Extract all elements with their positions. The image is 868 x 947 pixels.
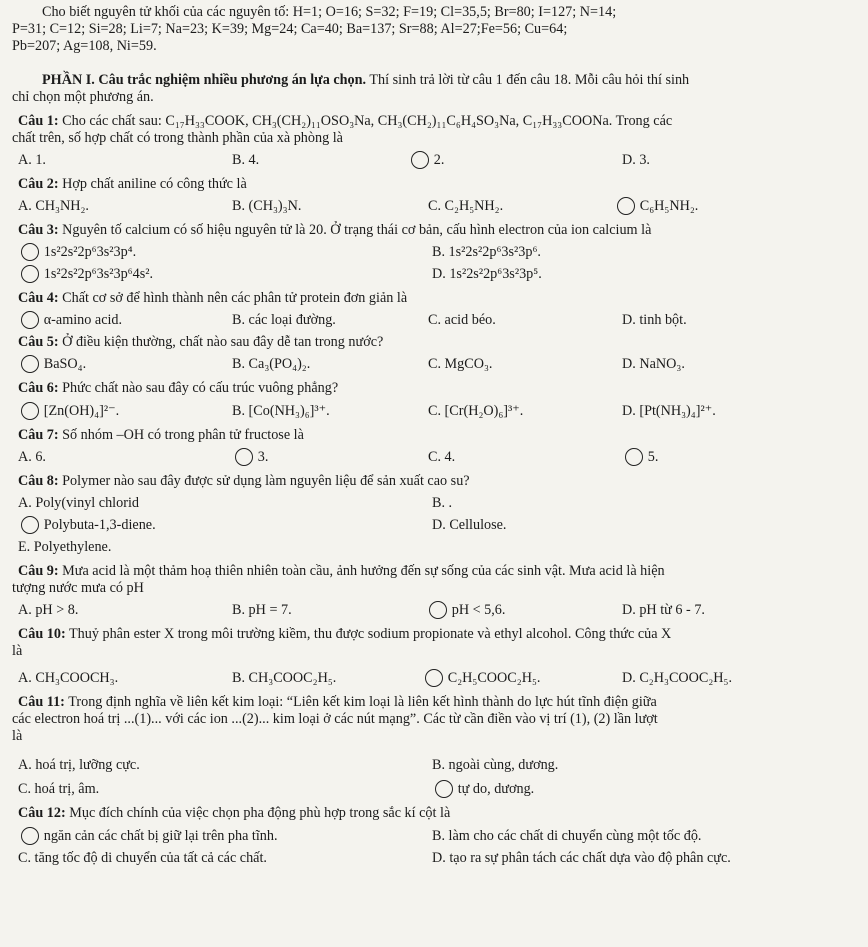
atomic-masses-line-3: Pb=207; Ag=108, Ni=59. [12, 38, 157, 54]
option-text: 1s²2s²2p⁶3s²3p⁶4s². [43, 266, 154, 282]
q7-option-d[interactable] [630, 449, 658, 466]
selected-circle-mark [617, 197, 635, 215]
option-text: BaSO₄. [43, 356, 87, 372]
selected-circle-mark [429, 601, 447, 619]
selected-circle-mark [21, 243, 39, 261]
q12-option-c[interactable]: C. tăng tốc độ di chuyển của tất cả các chất. [18, 850, 267, 866]
question-9-line-2: tượng nước mưa có pH [12, 580, 144, 596]
q8-option-a[interactable]: A. Poly(vinyl chlorid [18, 495, 139, 511]
question-number: Câu 11: [18, 694, 65, 710]
q11-option-a[interactable]: A. hoá trị, lưỡng cực. [18, 757, 140, 773]
q10-option-a[interactable]: A. CH₃COOCH₃. [18, 670, 119, 686]
q3-option-d[interactable]: D. 1s²2s²2p⁶3s²3p⁵. [432, 266, 542, 282]
q6-option-b[interactable]: B. [Co(NH₃)₆]³⁺. [232, 403, 330, 419]
q5-option-c[interactable]: C. MgCO₃. [428, 356, 493, 372]
q12-option-a[interactable] [26, 828, 278, 845]
question-text: Thuỷ phân ester X trong môi trường kiềm, thu được sodium propionate và ethyl alcohol. Công thức của X [69, 626, 672, 642]
question-7 [18, 427, 304, 444]
question-number: Câu 5: [18, 334, 59, 350]
question-text: Hợp chất aniline có công thức là [62, 176, 247, 192]
question-10 [18, 626, 671, 643]
option-text: Polybuta-1,3-diene. [43, 517, 156, 533]
q10-option-d[interactable]: D. C₂H₃COOC₂H₅. [622, 670, 733, 686]
question-text: Ở điều kiện thường, chất nào sau đây dễ tan trong nước? [62, 334, 384, 350]
question-text: Polymer nào sau đây được sử dụng làm nguyên liệu để sản xuất cao su? [62, 473, 470, 489]
question-11-line-3: là [12, 728, 23, 744]
selected-circle-mark [21, 265, 39, 283]
q11-option-b[interactable]: B. ngoài cùng, dương. [432, 757, 559, 773]
question-number: Câu 2: [18, 176, 59, 192]
selected-circle-mark [235, 448, 253, 466]
q6-option-d[interactable]: D. [Pt(NH₃)₄]²⁺. [622, 403, 716, 419]
q4-option-d[interactable]: D. tinh bột. [622, 312, 687, 328]
selected-circle-mark [21, 311, 39, 329]
q2-option-d[interactable] [622, 198, 698, 215]
atomic-masses-line-1: Cho biết nguyên tử khối của các nguyên tố: H=1; O=16; S=32; F=19; Cl=35,5; Br=80; I=127; N=14; [42, 4, 617, 20]
option-text: [Zn(OH)₄]²⁻. [43, 403, 120, 419]
q2-option-b[interactable]: B. (CH₃)₃N. [232, 198, 302, 214]
q6-option-a[interactable] [26, 403, 119, 420]
q3-option-c[interactable] [26, 266, 153, 283]
question-text: Số nhóm –OH có trong phân tử fructose là [62, 427, 304, 443]
q5-option-d[interactable]: D. NaNO₃. [622, 356, 685, 372]
q8-option-b[interactable]: B. . [432, 495, 453, 511]
q1-option-c[interactable] [416, 152, 444, 169]
question-4 [18, 290, 407, 307]
q7-option-b[interactable] [240, 449, 268, 466]
q1-option-b[interactable]: B. 4. [232, 152, 260, 168]
q1-option-a[interactable]: A. 1. [18, 152, 46, 168]
q7-option-c[interactable]: C. 4. [428, 449, 456, 465]
q5-option-a[interactable] [26, 356, 86, 373]
question-9 [18, 563, 665, 580]
q10-option-c[interactable] [430, 670, 540, 687]
question-number: Câu 3: [18, 222, 59, 238]
option-text: C₆H₅NH₂. [639, 198, 699, 214]
question-text: Mục đích chính của việc chọn pha động phù hợp trong sắc kí cột là [69, 805, 451, 821]
question-6 [18, 380, 338, 397]
q12-option-d[interactable]: D. tạo ra sự phân tách các chất dựa vào độ phân cực. [432, 850, 731, 866]
question-text: Trong định nghĩa về liên kết kim loại: “Liên kết kim loại là liên kết hình thành do lực hút tĩnh điện giữa [68, 694, 657, 710]
question-text: Phức chất nào sau đây có cấu trúc vuông phẳng? [62, 380, 339, 396]
question-10-line-2: là [12, 643, 23, 659]
question-number: Câu 8: [18, 473, 59, 489]
question-8 [18, 473, 470, 490]
q11-option-d[interactable] [440, 781, 534, 798]
question-2 [18, 176, 247, 193]
q2-option-a[interactable]: A. CH₃NH₂. [18, 198, 89, 214]
q4-option-b[interactable]: B. các loại đường. [232, 312, 336, 328]
part1-heading [42, 72, 689, 89]
q5-option-b[interactable]: B. Ca₃(PO₄)₂. [232, 356, 311, 372]
question-1 [18, 113, 672, 130]
q6-option-c[interactable]: C. [Cr(H₂O)₆]³⁺. [428, 403, 524, 419]
option-text: 5. [647, 449, 659, 465]
selected-circle-mark [425, 669, 443, 687]
question-3 [18, 222, 651, 239]
question-text: Mưa acid là một thảm hoạ thiên nhiên toàn cầu, ảnh hưởng đến sự sống của các sinh vật. Mưa acid là hiện [62, 563, 665, 579]
option-text: C₂H₅COOC₂H₅. [447, 670, 541, 686]
question-text: Chất cơ sở để hình thành nên các phân tử protein đơn giản là [62, 290, 408, 306]
option-text: 2. [433, 152, 445, 168]
question-5 [18, 334, 383, 351]
option-text: pH < 5,6. [451, 602, 506, 618]
selected-circle-mark [21, 827, 39, 845]
option-text: tự do, dương. [457, 781, 535, 797]
question-number: Câu 12: [18, 805, 66, 821]
q8-option-d[interactable]: D. Cellulose. [432, 517, 507, 533]
q4-option-c[interactable]: C. acid béo. [428, 312, 496, 328]
q12-option-b[interactable]: B. làm cho các chất di chuyển cùng một tốc độ. [432, 828, 702, 844]
question-number: Câu 4: [18, 290, 59, 306]
question-number: Câu 7: [18, 427, 59, 443]
question-number: Câu 10: [18, 626, 66, 642]
selected-circle-mark [21, 402, 39, 420]
question-number: Câu 9: [18, 563, 59, 579]
selected-circle-mark [625, 448, 643, 466]
question-number: Câu 6: [18, 380, 59, 396]
q2-option-c[interactable]: C. C₂H₅NH₂. [428, 198, 504, 214]
q9-option-b[interactable]: B. pH = 7. [232, 602, 292, 618]
q7-option-a[interactable]: A. 6. [18, 449, 46, 465]
question-12 [18, 805, 450, 822]
question-11 [18, 694, 657, 711]
atomic-masses-line-2: P=31; C=12; Si=28; Li=7; Na=23; K=39; Mg=24; Ca=40; Ba=137; Sr=88; Al=27;Fe=56; Cu=64; [12, 21, 568, 37]
question-text: Cho các chất sau: C₁₇H₃₃COOK, CH₃(CH₂)₁₁OSO₃Na, CH₃(CH₂)₁₁C₆H₄SO₃Na, C₁₇H₃₃COONa. Trong các [62, 113, 673, 129]
question-number: Câu 1: [18, 113, 59, 129]
question-text: Nguyên tố calcium có số hiệu nguyên tử là 20. Ở trạng thái cơ bản, cấu hình electron của ion calcium là [62, 222, 652, 238]
q9-option-d[interactable]: D. pH từ 6 - 7. [622, 602, 705, 618]
q8-option-c[interactable] [26, 517, 156, 534]
selected-circle-mark [21, 355, 39, 373]
q11-option-c[interactable]: C. hoá trị, âm. [18, 781, 100, 797]
q3-option-b[interactable]: B. 1s²2s²2p⁶3s²3p⁶. [432, 244, 541, 260]
selected-circle-mark [435, 780, 453, 798]
option-text: ngăn cản các chất bị giữ lại trên pha tĩnh. [43, 828, 278, 844]
q4-option-a[interactable] [26, 312, 122, 329]
q3-option-a[interactable] [26, 244, 136, 261]
question-1-line-2: chất trên, số hợp chất có trong thành phần của xà phòng là [12, 130, 343, 146]
part1-desc-1: Thí sinh trả lời từ câu 1 đến câu 18. Mỗi câu hỏi thí sinh [369, 72, 690, 88]
q8-option-e[interactable]: E. Polyethylene. [18, 539, 112, 555]
question-11-line-2: các electron hoá trị ...(1)... với các ion ...(2)... kim loại ở các nút mạng”. Các từ cần điền vào vị trí (1), (2) lần lượt [12, 711, 658, 727]
selected-circle-mark [411, 151, 429, 169]
q10-option-b[interactable]: B. CH₃COOC₂H₅. [232, 670, 337, 686]
part1-desc-2: chỉ chọn một phương án. [12, 89, 154, 105]
q1-option-d[interactable]: D. 3. [622, 152, 650, 168]
option-text: 3. [257, 449, 269, 465]
selected-circle-mark [21, 516, 39, 534]
q9-option-a[interactable]: A. pH > 8. [18, 602, 79, 618]
option-text: α-amino acid. [43, 312, 123, 328]
part1-title: PHẦN I. Câu trắc nghiệm nhiều phương án lựa chọn. [42, 72, 367, 88]
q9-option-c[interactable] [434, 602, 505, 619]
option-text: 1s²2s²2p⁶3s²3p⁴. [43, 244, 137, 260]
